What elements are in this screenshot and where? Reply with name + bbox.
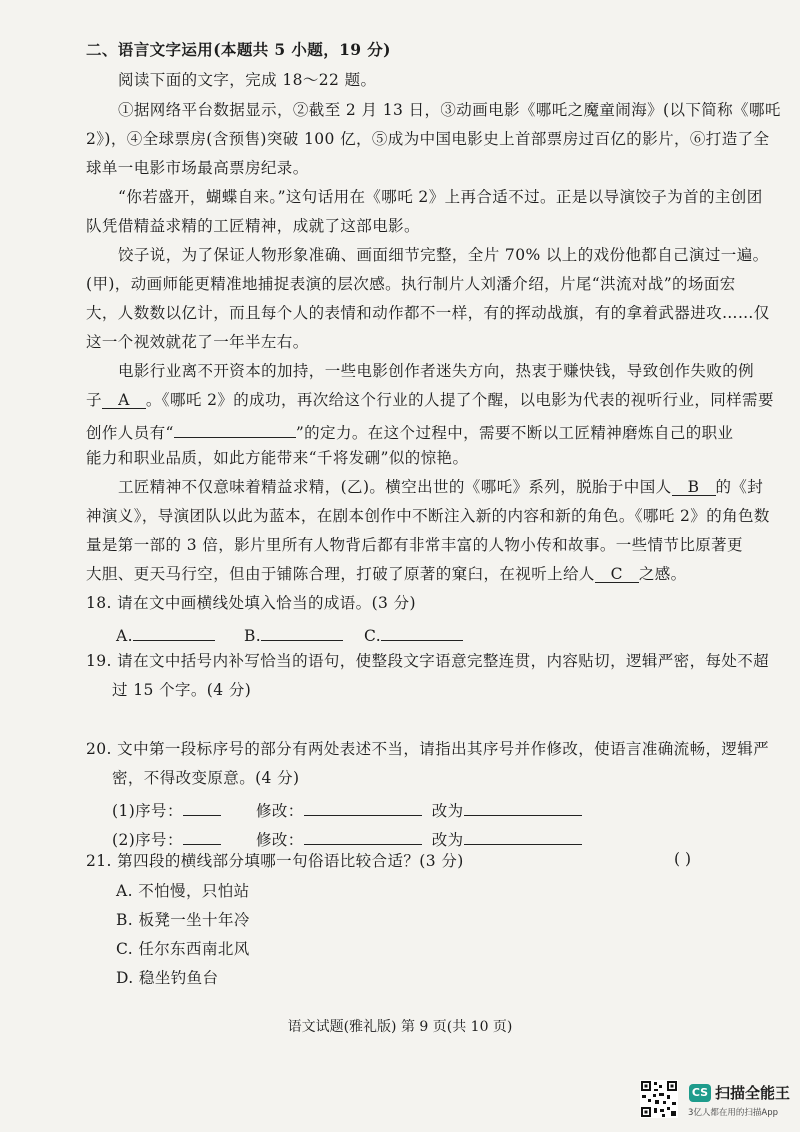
question-18: 18. 请在文中画横线处填入恰当的成语。(3 分) (86, 594, 416, 612)
q21-option-b: B. 板凳一坐十年冷 (116, 911, 250, 929)
paragraph-3-line: 大，人数数以亿计，而且每个人的表情和动作都不一样，有的挥动战旗，有的拿着武器进攻……仅 (86, 304, 770, 322)
option-label: C. (364, 627, 382, 645)
q21-option-d: D. 稳坐钓鱼台 (116, 969, 219, 987)
answer-blank[interactable] (381, 622, 463, 641)
paragraph-1-line: ①据网络平台数据显示，②截至 2 月 13 日，③动画电影《哪吒之魔童闹海》(以下简称《哪吒 (118, 101, 781, 119)
blank-quote (174, 419, 296, 438)
text-span: 。《哪吒 2》的成功，再次给这个行业的人提了个醒，以电影为代表的视听行业，同样需要 (145, 391, 774, 409)
section-title: 二、语言文字运用(本题共 5 小题，19 分) (86, 40, 391, 59)
q18-option-c (364, 622, 463, 646)
q20-row-1 (112, 797, 221, 821)
text-span: 子 (86, 391, 102, 409)
text-span: 工匠精神不仅意味着精益求精，(乙)。横空出世的《哪吒》系列，脱胎于中国人 (118, 478, 672, 496)
paragraph-5-line: 神演义》，导演团队以此为蓝本，在剧本创作中不断注入新的内容和新的角色。《哪吒 2》的角色数 (86, 507, 770, 525)
answer-blank[interactable] (183, 797, 221, 816)
answer-blank[interactable] (261, 622, 343, 641)
camscanner-logo: CS (689, 1084, 711, 1102)
paragraph-5-line (86, 564, 687, 584)
answer-blank[interactable] (304, 797, 422, 816)
blank-c: C (595, 564, 639, 583)
paragraph-4-line (86, 390, 774, 410)
blank-a: A (102, 390, 146, 409)
text-span: 创作人员有“ (86, 424, 174, 442)
question-20: 20. 文中第一段标序号的部分有两处表述不当，请指出其序号并作修改，使语言准确流畅，逻辑严 (86, 740, 770, 758)
instruction: 阅读下面的文字，完成 18～22 题。 (118, 71, 377, 89)
row-label: (2)序号： (112, 831, 183, 849)
paragraph-3-line: 这一个视效就花了一年半左右。 (86, 333, 309, 351)
paragraph-3-line: (甲)，动画师能更精准地捕捉表演的层次感。执行制片人刘潘介绍，片尾“洪流对战”的场面宏 (86, 275, 736, 293)
camscanner-tagline: 3亿人都在用的扫描App (688, 1108, 779, 1118)
answer-parentheses[interactable]: ( ) (674, 850, 692, 868)
row-label: (1)序号： (112, 802, 183, 820)
q18-option-b (244, 622, 343, 646)
modify-label: 修改： (256, 831, 304, 849)
question-19-cont: 过 15 个字。(4 分) (112, 681, 252, 699)
paragraph-3-line: 饺子说，为了保证人物形象准确、画面细节完整，全片 70% 以上的戏份他都自己演过一遍。 (118, 246, 769, 264)
answer-blank[interactable] (464, 797, 582, 816)
qr-code-icon (640, 1080, 678, 1118)
paragraph-4-line: 能力和职业品质，如此方能带来“千将发硎”似的惊艳。 (86, 449, 469, 467)
modify-label: 修改： (256, 802, 304, 820)
text-span: 之感。 (638, 565, 687, 583)
paragraph-2-line: “你若盛开，蝴蝶自来。”这句话用在《哪吒 2》上再合适不过。正是以导演饺子为首的主创团 (118, 188, 763, 206)
text-span: 的《封 (715, 478, 764, 496)
answer-blank[interactable] (183, 826, 221, 845)
paragraph-5-line (118, 477, 763, 497)
blank-b: B (672, 477, 716, 496)
q21-option-a: A. 不怕慢，只怕站 (116, 882, 250, 900)
question-20-cont: 密，不得改变原意。(4 分) (112, 769, 300, 787)
change-label: 改为 (431, 831, 464, 849)
change-label: 改为 (431, 802, 464, 820)
answer-blank[interactable] (464, 826, 582, 845)
paragraph-4-line: 电影行业离不开资本的加持，一些电影创作者迷失方向，热衷于赚快钱，导致创作失败的例 (118, 362, 755, 380)
paragraph-1-line: 球单一电影市场最高票房纪录。 (86, 159, 309, 177)
q20-row-2-modify (256, 826, 582, 850)
paragraph-2-line: 队凭借精益求精的工匠精神，成就了这部电影。 (86, 217, 420, 235)
q20-row-2 (112, 826, 221, 850)
question-21: 21. 第四段的横线部分填哪一句俗语比较合适？(3 分) (86, 852, 464, 870)
text-span: ”的定力。在这个过程中，需要不断以工匠精神磨炼自己的职业 (295, 424, 734, 442)
text-span: 大胆、更天马行空，但由于铺陈合理，打破了原著的窠臼，在视听上给人 (86, 565, 595, 583)
paragraph-4-line (86, 419, 733, 443)
option-label: B. (244, 627, 262, 645)
answer-blank[interactable] (133, 622, 215, 641)
q18-option-a (116, 622, 215, 646)
camscanner-brand-name: 扫描全能王 (715, 1084, 791, 1102)
paragraph-5-line: 量是第一部的 3 倍，影片里所有人物背后都有非常丰富的人物小传和故事。一些情节比原著更 (86, 536, 743, 554)
paragraph-1-line: 2》)，④全球票房(含预售)突破 100 亿，⑤成为中国电影史上首部票房过百亿的影片，⑥打造了全 (86, 130, 770, 148)
q21-option-c: C. 任尔东西南北风 (116, 940, 250, 958)
q20-row-1-modify (256, 797, 582, 821)
question-19: 19. 请在文中括号内补写恰当的语句，使整段文字语意完整连贯，内容贴切，逻辑严密，每处不超 (86, 652, 770, 670)
option-label: A. (116, 627, 133, 645)
answer-blank[interactable] (304, 826, 422, 845)
page-footer: 语文试题(雅礼版) 第 9 页(共 10 页) (287, 1019, 513, 1035)
